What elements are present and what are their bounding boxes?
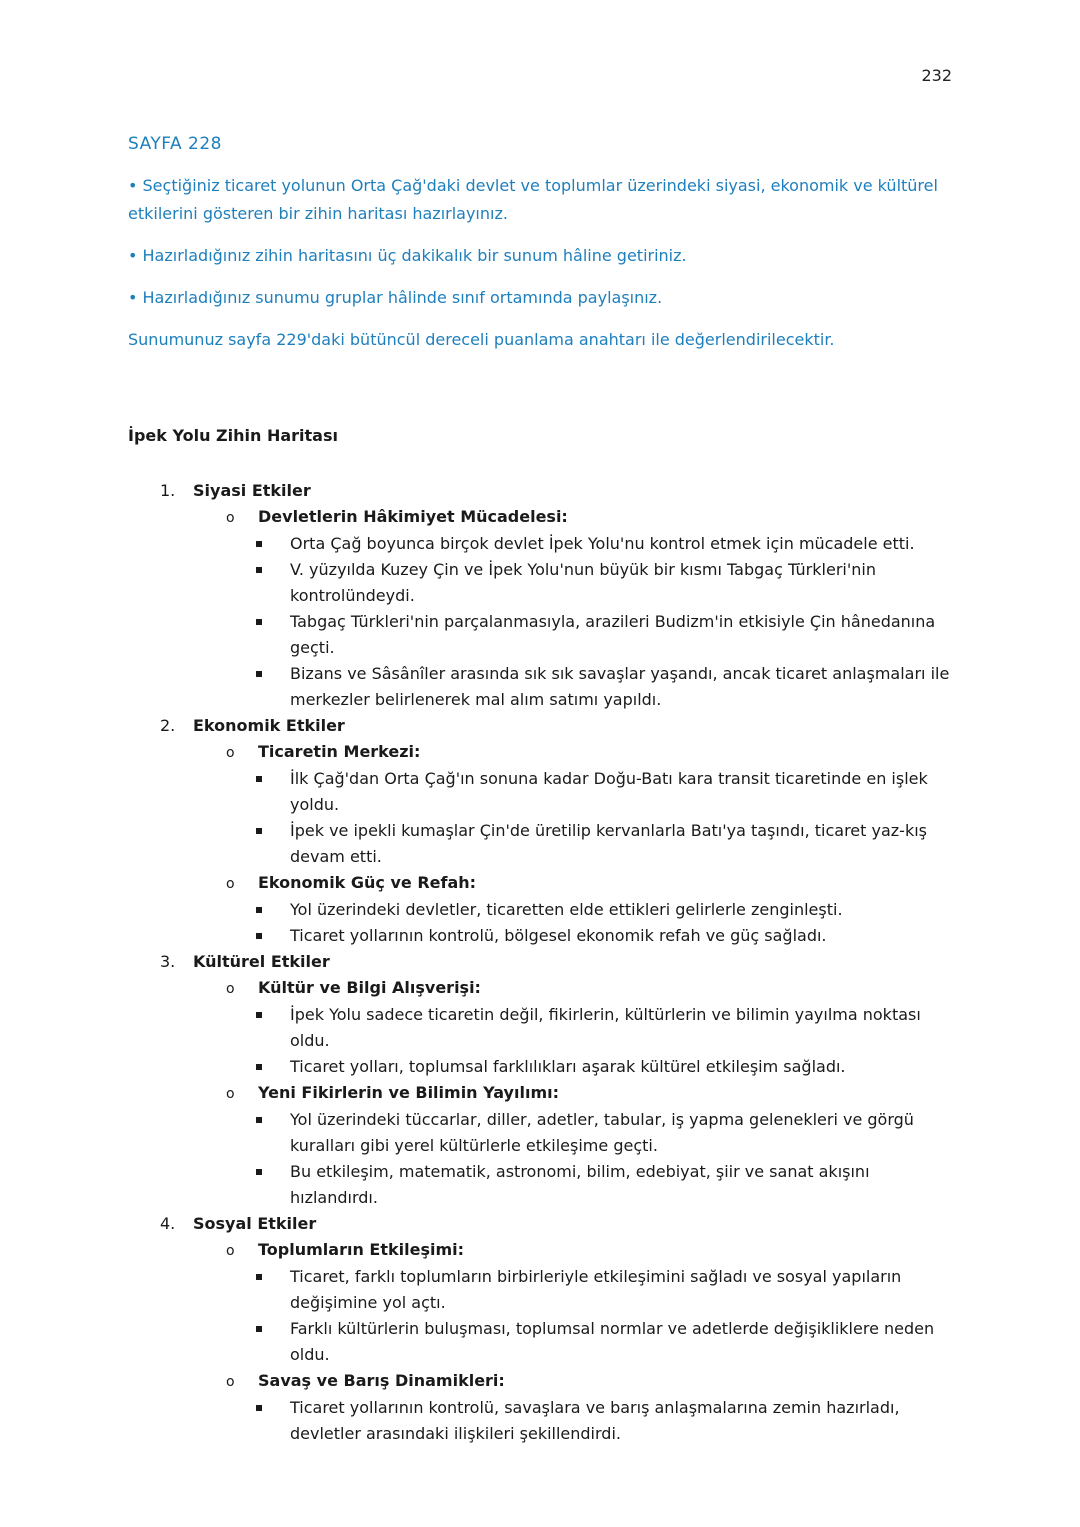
subsection-title: Toplumların Etkileşimi: — [258, 1240, 464, 1259]
square-bullet-icon — [256, 897, 290, 923]
outline-section — [160, 713, 960, 949]
list-item — [256, 1316, 960, 1368]
bullet-list — [226, 1002, 960, 1080]
hollow-circle-bullet-icon: o — [226, 1374, 235, 1390]
bullet-text: Tabgaç Türkleri'nin parçalanmasıyla, arazileri Budizm'in etkisiyle Çin hânedanına geçti. — [290, 612, 936, 657]
bullet-list — [226, 1264, 960, 1368]
bullet-list — [226, 1107, 960, 1211]
bullet-text: Orta Çağ boyunca birçok devlet İpek Yolu'nu kontrol etmek için mücadele etti. — [290, 534, 915, 553]
bullet-text: Ticaret yolları, toplumsal farklılıkları aşarak kültürel etkileşim sağladı. — [290, 1057, 846, 1076]
bullet-text: Ticaret yollarının kontrolü, savaşlara ve barış anlaşmalarına zemin hazırladı, devletler arasındaki ilişkileri şekillendirdi. — [290, 1398, 900, 1443]
list-item — [256, 1159, 960, 1211]
square-bullet-icon — [256, 923, 290, 949]
outline-subsection — [226, 975, 960, 1080]
subsection-heading — [226, 1368, 960, 1395]
square-bullet-icon — [256, 1264, 290, 1290]
square-bullet-icon — [256, 1002, 290, 1028]
page-label: SAYFA 228 — [128, 134, 222, 154]
square-bullet-icon — [256, 766, 290, 792]
list-item — [256, 818, 960, 870]
subsection-title: Savaş ve Barış Dinamikleri: — [258, 1371, 505, 1390]
outline-subsection — [226, 504, 960, 713]
section-number: 2. — [160, 716, 176, 735]
subsection-heading — [226, 1237, 960, 1264]
section-number: 3. — [160, 952, 176, 971]
section-title: Ekonomik Etkiler — [193, 716, 345, 735]
list-item — [256, 897, 960, 923]
square-bullet-icon — [256, 1159, 290, 1185]
page-number: 232 — [921, 66, 952, 85]
outline-section — [160, 949, 960, 1211]
bullet-list — [226, 1395, 960, 1447]
bullet-list — [226, 531, 960, 713]
bullet-text: V. yüzyılda Kuzey Çin ve İpek Yolu'nun büyük bir kısmı Tabgaç Türkleri'nin kontrolündeydi. — [290, 560, 876, 605]
subsection-heading — [226, 975, 960, 1002]
instruction-3: • Hazırladığınız sunumu gruplar hâlinde sınıf ortamında paylaşınız. — [128, 288, 663, 307]
subsection-heading — [226, 504, 960, 531]
list-item — [256, 1107, 960, 1159]
section-title: Kültürel Etkiler — [193, 952, 330, 971]
bullet-text: Bu etkileşim, matematik, astronomi, bilim, edebiyat, şiir ve sanat akışını hızlandırdı. — [290, 1162, 870, 1207]
list-item — [256, 609, 960, 661]
outline-subsection — [226, 739, 960, 870]
hollow-circle-bullet-icon: o — [226, 876, 235, 892]
outline-subsection — [226, 1080, 960, 1211]
subsection-title: Ekonomik Güç ve Refah: — [258, 873, 477, 892]
outline-section — [160, 478, 960, 713]
bullet-text: İpek ve ipekli kumaşlar Çin'de üretilip kervanlarla Batı'ya taşındı, ticaret yaz-kış devam etti. — [290, 821, 927, 866]
list-item — [256, 1395, 960, 1447]
bullet-text: Ticaret, farklı toplumların birbirleriyle etkileşimini sağladı ve sosyal yapıların değişimine yol açtı. — [290, 1267, 902, 1312]
section-heading — [160, 1211, 960, 1237]
section-heading — [160, 713, 960, 739]
assignment-header — [128, 130, 958, 354]
list-item — [256, 1002, 960, 1054]
instruction-2: • Hazırladığınız zihin haritasını üç dakikalık bir sunum hâline getiriniz. — [128, 246, 687, 265]
outline-subsection — [226, 870, 960, 949]
list-item — [256, 661, 960, 713]
bullet-text: Bizans ve Sâsânîler arasında sık sık savaşlar yaşandı, ancak ticaret anlaşmaları ile merkezler belirlenerek mal alım satımı yapıldı. — [290, 664, 950, 709]
list-item — [256, 923, 960, 949]
bullet-text: Yol üzerindeki devletler, ticaretten elde ettikleri gelirlerle zenginleşti. — [290, 900, 843, 919]
outline-subsection — [226, 1368, 960, 1447]
hollow-circle-bullet-icon: o — [226, 510, 235, 526]
hollow-circle-bullet-icon: o — [226, 1243, 235, 1259]
square-bullet-icon — [256, 1107, 290, 1133]
bullet-text: Ticaret yollarının kontrolü, bölgesel ekonomik refah ve güç sağladı. — [290, 926, 827, 945]
square-bullet-icon — [256, 531, 290, 557]
hollow-circle-bullet-icon: o — [226, 981, 235, 997]
bullet-text: İlk Çağ'dan Orta Çağ'ın sonuna kadar Doğu-Batı kara transit ticaretinde en işlek yoldu. — [290, 769, 928, 814]
bullet-text: Farklı kültürlerin buluşması, toplumsal normlar ve adetlerde değişikliklere neden oldu. — [290, 1319, 935, 1364]
subsection-heading — [226, 1080, 960, 1107]
hollow-circle-bullet-icon: o — [226, 1086, 235, 1102]
square-bullet-icon — [256, 1316, 290, 1342]
section-number: 4. — [160, 1214, 176, 1233]
section-heading — [160, 478, 960, 504]
section-number: 1. — [160, 481, 176, 500]
outline-section — [160, 1211, 960, 1447]
bullet-list — [226, 766, 960, 870]
subsection-title: Ticaretin Merkezi: — [258, 742, 421, 761]
list-item — [256, 531, 960, 557]
list-item — [256, 766, 960, 818]
bullet-text: İpek Yolu sadece ticaretin değil, fikirlerin, kültürlerin ve bilimin yayılma noktası oldu. — [290, 1005, 921, 1050]
subsection-heading — [226, 870, 960, 897]
list-item — [256, 557, 960, 609]
bullet-text: Yol üzerindeki tüccarlar, diller, adetler, tabular, iş yapma gelenekleri ve görgü kuralları gibi yerel kültürlerle etkileşime geçti. — [290, 1110, 914, 1155]
outline-subsection — [226, 1237, 960, 1368]
hollow-circle-bullet-icon: o — [226, 745, 235, 761]
mind-map-outline — [160, 478, 960, 1447]
section-title: Siyasi Etkiler — [193, 481, 311, 500]
subsection-title: Yeni Fikirlerin ve Bilimin Yayılımı: — [258, 1083, 559, 1102]
square-bullet-icon — [256, 557, 290, 583]
section-heading — [160, 949, 960, 975]
section-title: Sosyal Etkiler — [193, 1214, 317, 1233]
square-bullet-icon — [256, 609, 290, 635]
square-bullet-icon — [256, 1395, 290, 1421]
evaluation-note: Sunumunuz sayfa 229'daki bütüncül dereceli puanlama anahtarı ile değerlendirilecektir. — [128, 330, 835, 349]
list-item — [256, 1054, 960, 1080]
square-bullet-icon — [256, 1054, 290, 1080]
list-item — [256, 1264, 960, 1316]
square-bullet-icon — [256, 818, 290, 844]
subsection-heading — [226, 739, 960, 766]
instruction-1: • Seçtiğiniz ticaret yolunun Orta Çağ'daki devlet ve toplumlar üzerindeki siyasi, ekonomik ve kültürel etkilerini gösteren bir zihin haritası hazırlayınız. — [128, 176, 938, 223]
subsection-title: Devletlerin Hâkimiyet Mücadelesi: — [258, 507, 568, 526]
square-bullet-icon — [256, 661, 290, 687]
subsection-title: Kültür ve Bilgi Alışverişi: — [258, 978, 481, 997]
mind-map-title: İpek Yolu Zihin Haritası — [128, 426, 338, 445]
bullet-list — [226, 897, 960, 949]
